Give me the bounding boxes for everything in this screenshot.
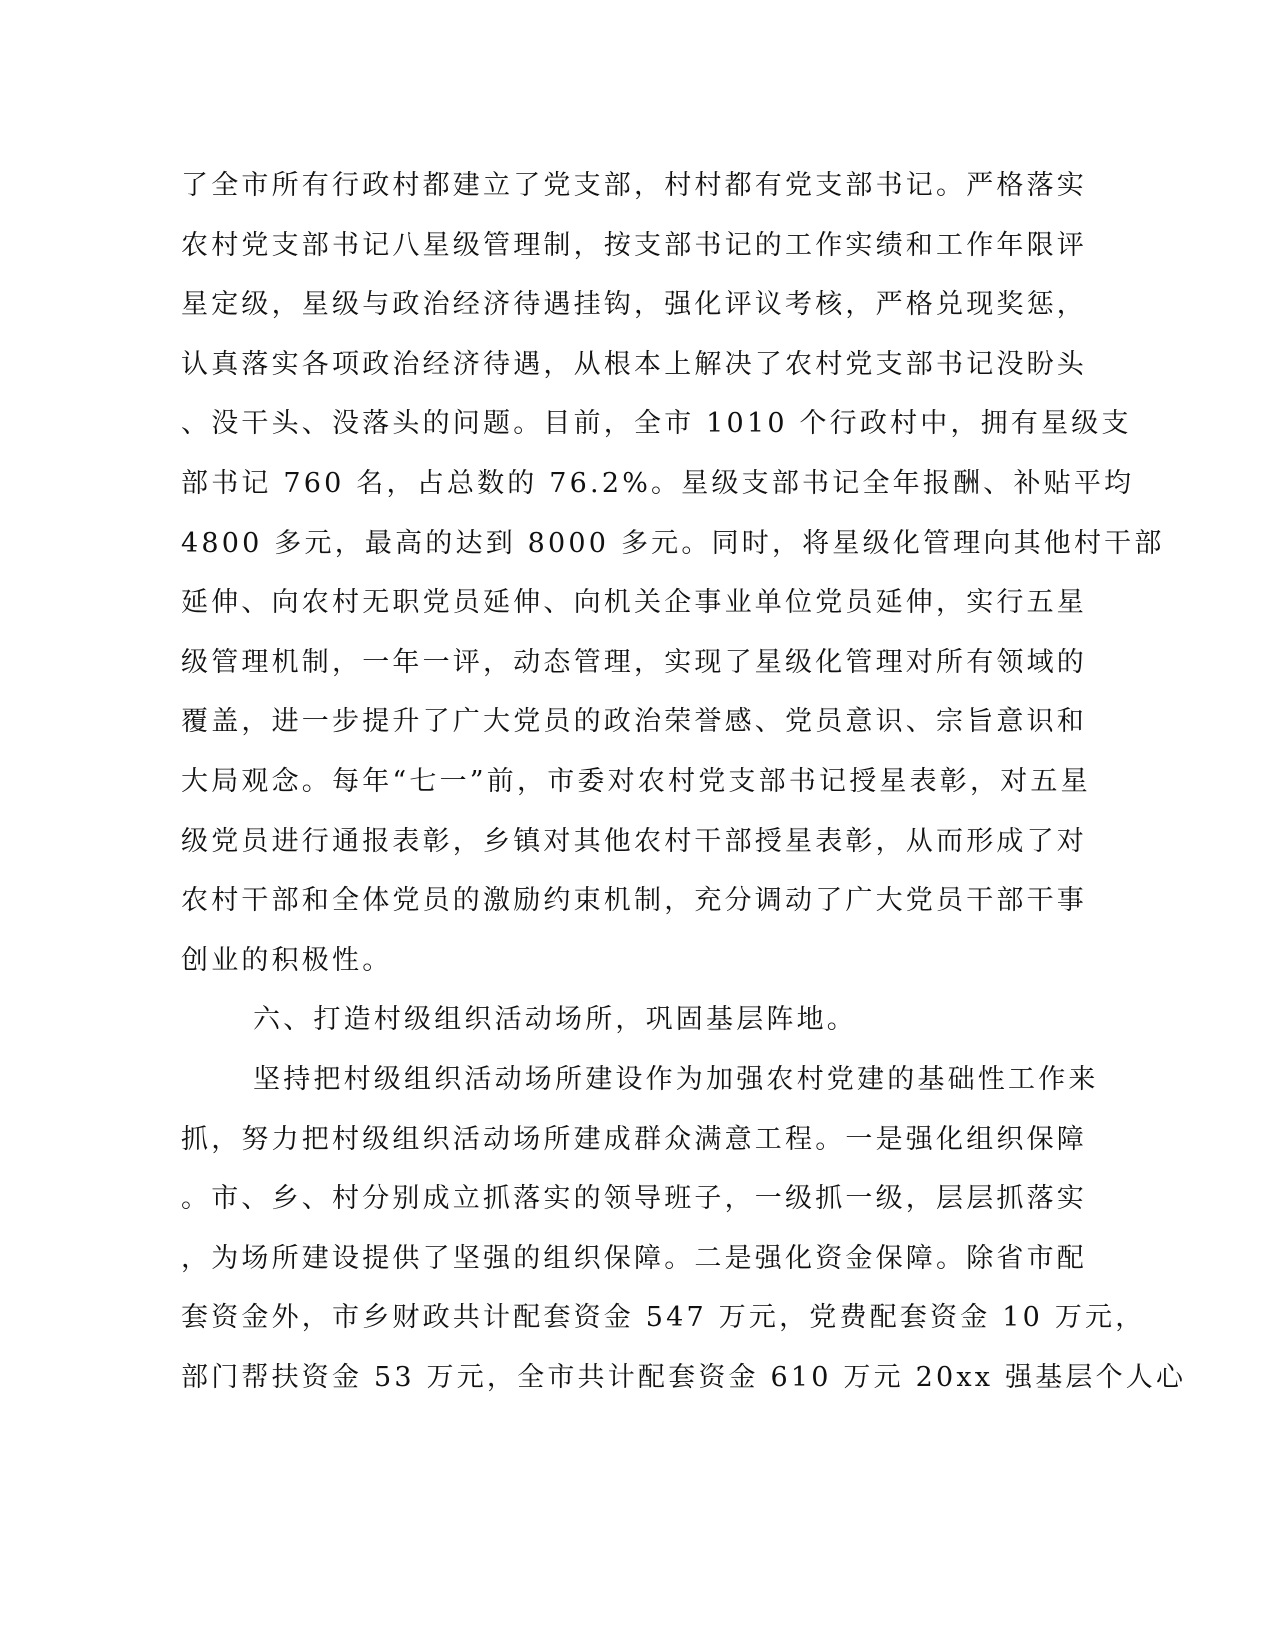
text-line: 部门帮扶资金 53 万元，全市共计配套资金 610 万元 20xx 强基层个人心 xyxy=(181,1361,1187,1393)
text-line: ，为场所建设提供了坚强的组织保障。二是强化资金保障。除省市配 xyxy=(181,1242,1087,1274)
text-line: 。市、乡、村分别成立抓落实的领导班子，一级抓一级，层层抓落实 xyxy=(181,1183,1087,1215)
text-line: 抓，努力把村级组织活动场所建成群众满意工程。一是强化组织保障 xyxy=(181,1123,1087,1155)
text-line: 星定级，星级与政治经济待遇挂钩，强化评议考核，严格兑现奖惩， xyxy=(181,289,1087,321)
text-line: 延伸、向农村无职党员延伸、向机关企事业单位党员延伸，实行五星 xyxy=(181,587,1087,619)
text-line: 大局观念。每年“七一”前，市委对农村党支部书记授星表彰，对五星 xyxy=(181,765,1091,797)
text-line: 4800 多元，最高的达到 8000 多元。同时，将星级化管理向其他村干部 xyxy=(181,527,1165,559)
text-line: 部书记 760 名，占总数的 76.2%。星级支部书记全年报酬、补贴平均 xyxy=(181,467,1135,499)
text-line: 、没干头、没落头的问题。目前，全市 1010 个行政村中，拥有星级支 xyxy=(181,408,1132,440)
text-line: 套资金外，市乡财政共计配套资金 547 万元，党费配套资金 10 万元， xyxy=(181,1302,1146,1334)
text-line: 级党员进行通报表彰，乡镇对其他农村干部授星表彰，从而形成了对 xyxy=(181,825,1087,857)
text-line: 农村干部和全体党员的激励约束机制，充分调动了广大党员干部干事 xyxy=(181,885,1087,917)
text-line: 了全市所有行政村都建立了党支部，村村都有党支部书记。严格落实 xyxy=(181,170,1087,201)
section-heading: 六、打造村级组织活动场所，巩固基层阵地。 xyxy=(253,1004,857,1036)
paragraph-start-line: 坚持把村级组织活动场所建设作为加强农村党建的基础性工作来 xyxy=(253,1063,1099,1095)
text-line: 创业的积极性。 xyxy=(181,944,393,976)
text-line: 级管理机制，一年一评，动态管理，实现了星级化管理对所有领域的 xyxy=(181,646,1087,678)
text-line: 覆盖，进一步提升了广大党员的政治荣誉感、党员意识、宗旨意识和 xyxy=(181,706,1087,738)
body-text xyxy=(181,156,1187,1407)
text-line: 认真落实各项政治经济待遇，从根本上解决了农村党支部书记没盼头 xyxy=(181,348,1087,380)
text-line: 农村党支部书记八星级管理制，按支部书记的工作实绩和工作年限评 xyxy=(181,229,1087,261)
